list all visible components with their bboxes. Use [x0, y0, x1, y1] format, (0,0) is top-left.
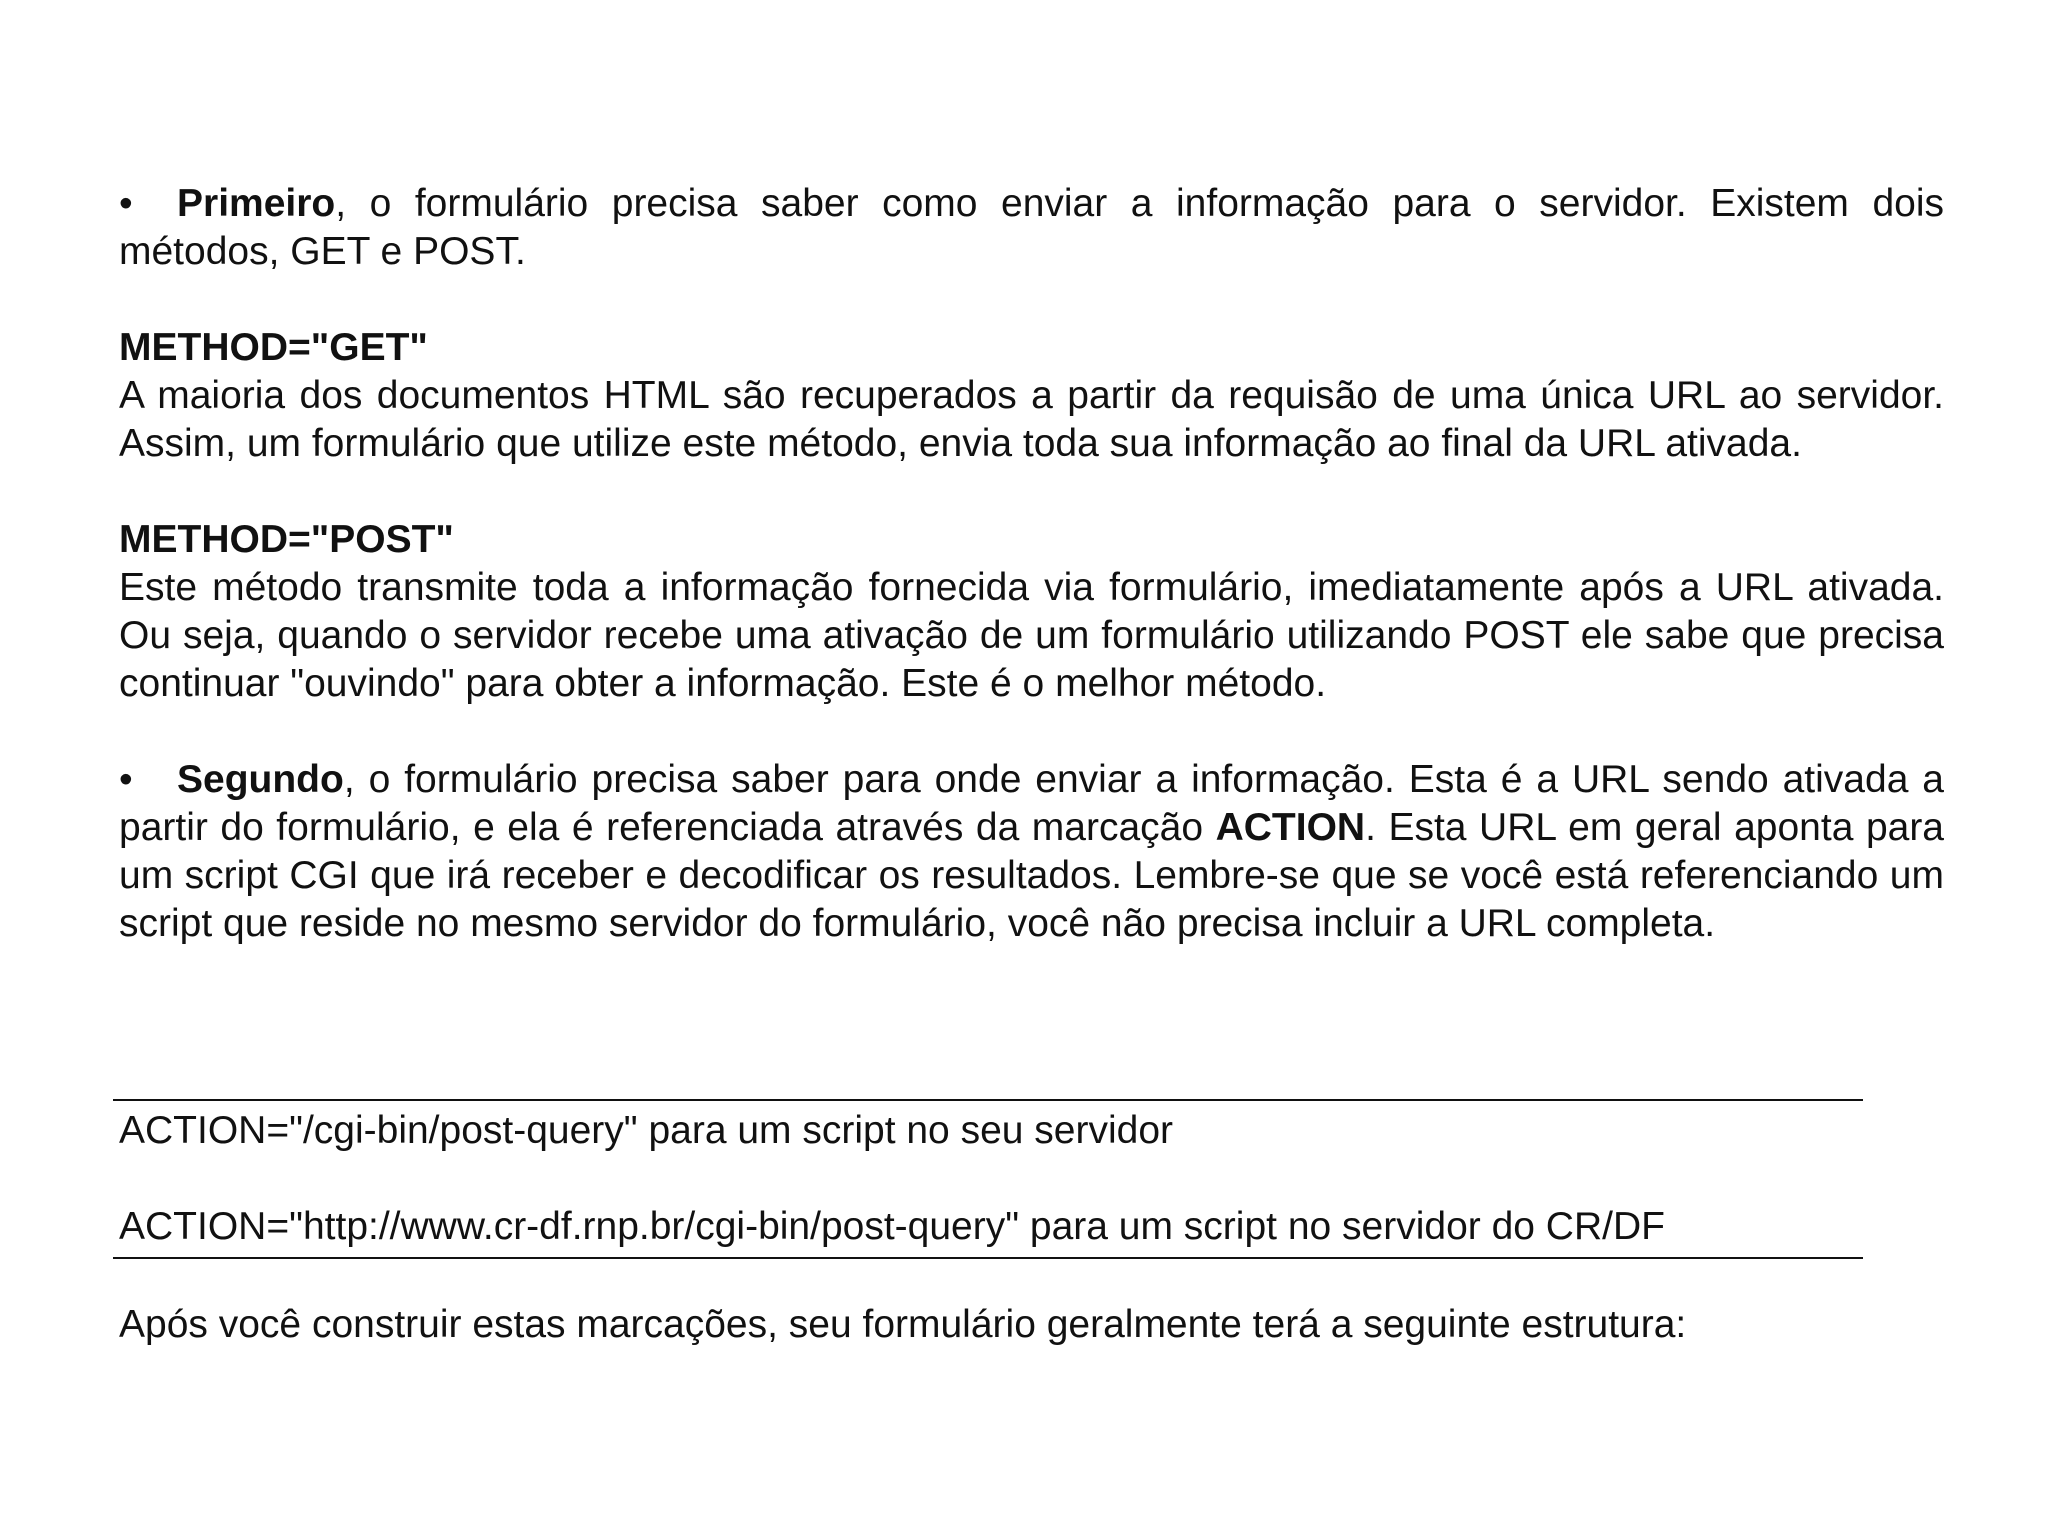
heading-method-post: METHOD="POST": [119, 518, 454, 561]
spacer: [119, 708, 1944, 756]
bullet-text: , o formulário precisa saber como enviar a informação para o servidor. Existem dois métodos, GET e POST.: [119, 182, 1944, 273]
bullet-icon: •: [119, 182, 133, 225]
heading-method-get: METHOD="GET": [119, 326, 428, 369]
bullet-text-after: . Esta URL em geral aponta para um script CGI que irá receber e decodificar os resultados. Lembre-se que se você está referenciando um script que reside no mesmo servidor do formulário, você não precisa incluir a URL completa.: [119, 806, 1944, 945]
action-example-relative: ACTION="/cgi-bin/post-query" para um script no seu servidor: [119, 1109, 1174, 1152]
spacer: [119, 468, 1944, 516]
bullet-lead: Primeiro: [177, 182, 336, 225]
bullet-segundo: [119, 756, 1944, 948]
bullet-text-before: , o formulário precisa saber para onde enviar a informação. Esta é a URL sendo ativada a partir do formulário, e ela é referenciada através da marcação: [119, 758, 1944, 849]
spacer: [119, 1155, 1863, 1203]
paragraph-method-post: Este método transmite toda a informação fornecida via formulário, imediatamente após a URL ativada. Ou seja, quando o servidor recebe uma ativação de um formulário utilizando POST ele sabe que precisa continuar "ouvindo" para obter a informação. Este é o melhor método.: [119, 566, 1944, 705]
action-examples-box: [113, 1099, 1863, 1259]
action-keyword: ACTION: [1215, 806, 1366, 849]
spacer: [119, 276, 1944, 324]
bullet-lead: Segundo: [177, 758, 344, 801]
document-body: [119, 180, 1944, 948]
bullet-primeiro: [119, 180, 1944, 276]
closing-paragraph: Após você construir estas marcações, seu formulário geralmente terá a seguinte estrutura:: [119, 1303, 1687, 1346]
bullet-icon: •: [119, 758, 133, 801]
paragraph-method-get: A maioria dos documentos HTML são recuperados a partir da requisão de uma única URL ao servidor. Assim, um formulário que utilize este método, envia toda sua informação ao final da URL ativada.: [119, 374, 1944, 465]
action-example-absolute: ACTION="http://www.cr-df.rnp.br/cgi-bin/post-query" para um script no servidor do CR/DF: [119, 1205, 1665, 1248]
